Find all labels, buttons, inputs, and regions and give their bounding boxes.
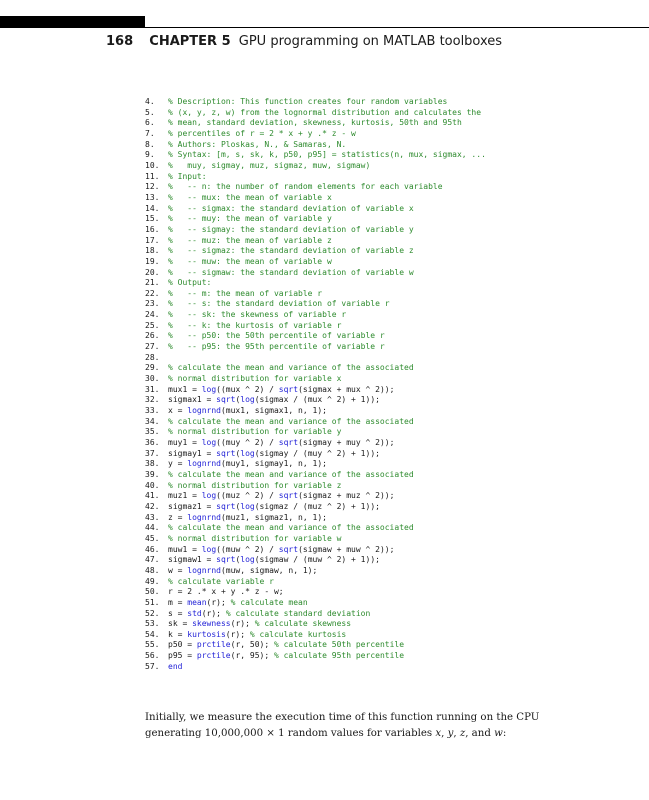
code-text (168, 182, 443, 193)
line-number: 6. (145, 118, 155, 128)
code-text (168, 534, 341, 545)
code-token: (sigmay / (muy ^ 2) + 1)); (254, 448, 380, 458)
code-token: (muz1, sigmaz1, n, 1); (220, 512, 327, 522)
line-number: 47. (145, 555, 160, 565)
line-number: 36. (145, 438, 160, 447)
code-keyword: std (187, 608, 202, 618)
line-number: 44. (145, 523, 160, 533)
code-text (168, 640, 404, 651)
code-text (168, 342, 385, 353)
code-token: muy1 = (168, 438, 202, 447)
code-text (168, 331, 385, 342)
code-line (145, 598, 486, 609)
code-comment: % -- muz: the mean of variable z (168, 235, 332, 245)
code-token: s = (168, 608, 188, 618)
code-comment: % calculate 50th percentile (273, 640, 405, 650)
code-text (168, 587, 284, 598)
code-text (168, 491, 394, 502)
code-text (168, 161, 370, 172)
code-line (145, 555, 486, 566)
paragraph-text: Initially, we measure the execution time of this function running on the CPU generating 10,000,000 × 1 random values for variables (145, 712, 540, 740)
code-text (168, 598, 308, 609)
chapter-label: CHAPTER 5 (149, 34, 231, 49)
code-comment: % -- muy: the mean of variable y (168, 214, 332, 224)
code-listing (145, 97, 486, 672)
code-comment: % -- mux: the mean of variable x (168, 192, 332, 202)
code-text (168, 566, 317, 577)
code-comment: % percentiles of r = 2 * x + y .* z - w (168, 128, 356, 138)
code-line (145, 150, 486, 161)
line-number: 55. (145, 640, 160, 650)
code-keyword: end (168, 661, 183, 671)
code-line (145, 331, 486, 342)
line-number: 48. (145, 565, 160, 575)
code-comment: % Syntax: [m, s, sk, k, p50, p95] = statistics(n, mux, sigmax, ... (168, 150, 486, 160)
code-keyword: mean (187, 597, 207, 607)
code-text (168, 289, 322, 300)
code-keyword: sqrt (278, 491, 299, 501)
code-line (145, 278, 486, 289)
line-number: 16. (145, 224, 160, 234)
code-keyword: log (201, 384, 217, 394)
code-token: (muy1, sigmay1, n, 1); (220, 459, 327, 469)
code-text (168, 321, 341, 332)
code-text (168, 140, 346, 151)
line-number: 20. (145, 267, 160, 277)
code-line (145, 651, 486, 662)
code-keyword: log (240, 501, 255, 511)
code-keyword: lognrnd (187, 459, 221, 469)
code-line (145, 438, 486, 449)
code-token: k = (168, 629, 188, 639)
code-text (168, 395, 380, 406)
code-text (168, 609, 370, 620)
code-token: ((muy ^ 2) / (216, 438, 279, 447)
code-keyword: sqrt (216, 501, 236, 511)
code-comment: % mean, standard deviation, skewness, kurtosis, 50th and 95th (168, 118, 462, 128)
code-token: (r); (206, 597, 231, 607)
code-line (145, 577, 486, 588)
code-text (168, 417, 414, 428)
code-line (145, 385, 486, 396)
code-line (145, 204, 486, 215)
code-token: p50 = (168, 640, 197, 650)
code-keyword: sqrt (216, 555, 236, 565)
code-comment: % calculate the mean and variance of the associated (168, 469, 414, 479)
line-number: 24. (145, 310, 160, 320)
code-text (168, 204, 414, 215)
code-text (168, 385, 394, 396)
code-text (168, 470, 414, 481)
code-line (145, 214, 486, 225)
code-line (145, 172, 486, 183)
separator: , and (465, 728, 495, 740)
code-line (145, 129, 486, 140)
code-line (145, 363, 486, 374)
code-line (145, 619, 486, 630)
line-number: 13. (145, 192, 160, 202)
code-text (168, 172, 207, 183)
code-keyword: log (201, 544, 217, 554)
code-comment: % normal distribution for variable w (168, 533, 342, 543)
line-number: 19. (145, 256, 160, 266)
code-comment: % calculate the mean and variance of the associated (168, 523, 414, 533)
code-comment: % calculate variable r (168, 576, 274, 586)
line-number: 33. (145, 406, 160, 416)
code-line (145, 534, 486, 545)
code-line (145, 640, 486, 651)
code-line (145, 108, 486, 119)
code-line (145, 140, 486, 151)
code-token: ( (235, 555, 241, 565)
code-token: ( (235, 501, 241, 511)
code-comment: % Output: (168, 278, 212, 288)
code-token: (sigmaz / (muz ^ 2) + 1)); (254, 501, 380, 511)
code-text (168, 513, 327, 524)
code-line (145, 268, 486, 279)
separator: , (453, 728, 460, 740)
code-text (168, 150, 486, 161)
code-text (168, 427, 341, 438)
code-comment: % -- s: the standard deviation of variable r (168, 299, 390, 309)
code-comment: % (x, y, z, w) from the lognormal distribution and calculates the (168, 107, 482, 117)
line-number: 37. (145, 448, 160, 458)
line-number: 12. (145, 182, 160, 192)
code-text (168, 97, 447, 108)
code-text (168, 363, 414, 374)
code-token: muw1 = (168, 544, 202, 554)
code-keyword: kurtosis (187, 629, 226, 639)
code-token: (r); (225, 629, 250, 639)
code-text (168, 374, 341, 385)
code-line (145, 257, 486, 268)
code-text (168, 555, 380, 566)
line-number: 11. (145, 171, 160, 181)
code-line (145, 406, 486, 417)
code-line (145, 513, 486, 524)
chapter-title: GPU programming on MATLAB toolboxes (238, 34, 503, 49)
code-line (145, 417, 486, 428)
code-token: sigmax1 = (168, 395, 217, 405)
code-text (168, 523, 414, 534)
code-line (145, 342, 486, 353)
code-token: x = (168, 406, 188, 416)
line-number: 34. (145, 416, 160, 426)
code-text (168, 502, 380, 513)
code-comment: % Description: This function creates four random variables (168, 97, 448, 106)
code-line (145, 481, 486, 492)
line-number: 43. (145, 512, 160, 522)
code-text (168, 129, 356, 140)
code-text (168, 651, 404, 662)
code-line (145, 299, 486, 310)
line-number: 18. (145, 246, 160, 256)
code-line (145, 321, 486, 332)
code-comment: % Authors: Ploskas, N., & Samaras, N. (168, 139, 347, 149)
line-number: 42. (145, 501, 160, 511)
code-line (145, 470, 486, 481)
code-keyword: lognrnd (187, 406, 221, 416)
page-header (106, 34, 502, 49)
line-number: 52. (145, 608, 160, 618)
var-w: w (494, 728, 503, 740)
code-line (145, 161, 486, 172)
line-number: 17. (145, 235, 160, 245)
line-number: 38. (145, 459, 160, 469)
code-text (168, 246, 414, 257)
code-token: (r, 95); (230, 651, 274, 661)
code-token: ((muz ^ 2) / (216, 491, 279, 501)
line-number: 41. (145, 491, 160, 501)
var-z: z (459, 728, 466, 740)
code-text (168, 236, 332, 247)
code-comment: % muy, sigmay, muz, sigmaz, muw, sigmaw) (168, 160, 371, 170)
code-token: sigmay1 = (168, 448, 217, 458)
line-number: 9. (145, 150, 155, 160)
code-keyword: log (201, 438, 217, 447)
line-number: 26. (145, 331, 160, 341)
paragraph-end: : (502, 728, 507, 740)
code-keyword: prctile (196, 640, 231, 650)
code-token: (r, 50); (230, 640, 274, 650)
code-comment: % -- sigmay: the standard deviation of variable y (168, 224, 414, 234)
code-token: m = (168, 597, 188, 607)
code-line (145, 353, 486, 364)
code-keyword: sqrt (216, 395, 236, 405)
code-comment: % calculate standard deviation (225, 608, 371, 618)
code-line (145, 193, 486, 204)
line-number: 7. (145, 128, 155, 138)
line-number: 21. (145, 278, 160, 288)
line-number: 15. (145, 214, 160, 224)
line-number: 27. (145, 342, 160, 352)
code-token: r = 2 .* x + y .* z - w; (168, 587, 284, 597)
code-text (168, 630, 346, 641)
code-token: (sigmay + muy ^ 2)); (298, 438, 395, 447)
header-rule-line (145, 27, 649, 28)
code-line (145, 97, 486, 108)
code-token: (muw, sigmaw, n, 1); (220, 565, 318, 575)
code-keyword: sqrt (278, 544, 299, 554)
code-line (145, 118, 486, 129)
code-token: (sigmax + mux ^ 2)); (298, 384, 395, 394)
code-keyword: log (240, 448, 255, 458)
code-comment: % calculate skewness (254, 619, 352, 629)
code-comment: % -- sigmax: the standard deviation of variable x (168, 203, 414, 213)
line-number: 51. (145, 597, 160, 607)
code-token: p95 = (168, 651, 197, 661)
code-keyword: sqrt (278, 384, 299, 394)
code-token: (mux1, sigmax1, n, 1); (220, 406, 327, 416)
code-comment: % -- k: the kurtosis of variable r (168, 320, 342, 330)
code-comment: % calculate the mean and variance of the associated (168, 363, 414, 373)
line-number: 53. (145, 619, 160, 629)
code-token: sigmaz1 = (168, 501, 217, 511)
code-keyword: sqrt (278, 438, 299, 447)
var-y: y (447, 728, 454, 740)
code-comment: % calculate 95th percentile (273, 651, 405, 661)
line-number: 29. (145, 363, 160, 373)
code-token: (sigmaw + muw ^ 2)); (298, 544, 395, 554)
code-comment: % normal distribution for variable y (168, 427, 342, 437)
code-comment: % calculate the mean and variance of the associated (168, 416, 414, 426)
line-number: 35. (145, 427, 160, 437)
code-keyword: log (240, 395, 255, 405)
code-text (168, 257, 332, 268)
code-line (145, 662, 486, 673)
code-keyword: lognrnd (187, 512, 221, 522)
line-number: 5. (145, 107, 155, 117)
line-number: 22. (145, 288, 160, 298)
code-line (145, 427, 486, 438)
code-text (168, 214, 332, 225)
code-line (145, 459, 486, 470)
code-text (168, 438, 394, 449)
code-token: (r); (201, 608, 226, 618)
code-line (145, 523, 486, 534)
body-paragraph (145, 710, 555, 742)
line-number: 49. (145, 576, 160, 586)
code-line (145, 236, 486, 247)
code-line (145, 246, 486, 257)
line-number: 30. (145, 374, 160, 384)
line-number: 40. (145, 480, 160, 490)
line-number: 57. (145, 661, 160, 671)
code-line (145, 587, 486, 598)
line-number: 10. (145, 160, 160, 170)
code-comment: % calculate mean (230, 597, 308, 607)
code-token: (sigmaz + muz ^ 2)); (298, 491, 395, 501)
code-line (145, 395, 486, 406)
code-token: w = (168, 565, 188, 575)
line-number: 32. (145, 395, 160, 405)
code-token: (sigmax / (mux ^ 2) + 1)); (254, 395, 380, 405)
code-line (145, 310, 486, 321)
code-token: (sigmaw / (muw ^ 2) + 1)); (254, 555, 380, 565)
code-text (168, 577, 274, 588)
code-token: ((muw ^ 2) / (216, 544, 279, 554)
line-number: 28. (145, 352, 160, 362)
code-comment: % -- p95: the 95th percentile of variable r (168, 342, 385, 352)
code-line (145, 449, 486, 460)
line-number: 25. (145, 320, 160, 330)
code-text (168, 278, 211, 289)
var-x: x (435, 728, 442, 740)
code-line (145, 545, 486, 556)
code-comment: % -- sk: the skewness of variable r (168, 310, 347, 320)
separator: , (441, 728, 448, 740)
line-number: 45. (145, 533, 160, 543)
code-text (168, 406, 327, 417)
code-keyword: log (201, 491, 217, 501)
line-number: 8. (145, 139, 155, 149)
code-text (168, 662, 182, 673)
code-text (168, 118, 462, 129)
line-number: 46. (145, 544, 160, 554)
line-number: 14. (145, 203, 160, 213)
code-comment: % -- m: the mean of variable r (168, 288, 323, 298)
code-line (145, 491, 486, 502)
code-token: ((mux ^ 2) / (216, 384, 279, 394)
code-comment: % calculate kurtosis (249, 629, 347, 639)
page-number: 168 (106, 34, 134, 49)
code-line (145, 374, 486, 385)
code-token: muz1 = (168, 491, 202, 501)
code-text (168, 108, 481, 119)
code-line (145, 225, 486, 236)
code-token: mux1 = (168, 384, 202, 394)
code-comment: % normal distribution for variable z (168, 480, 342, 490)
code-keyword: sqrt (216, 448, 236, 458)
code-text (168, 459, 327, 470)
code-line (145, 502, 486, 513)
code-comment: % Input: (168, 171, 207, 181)
code-token: sigmaw1 = (168, 555, 217, 565)
code-text (168, 268, 414, 279)
code-comment: % -- sigmaw: the standard deviation of variable w (168, 267, 414, 277)
code-comment: % -- p50: the 50th percentile of variable r (168, 331, 385, 341)
code-keyword: log (240, 555, 255, 565)
code-text (168, 619, 351, 630)
code-line (145, 630, 486, 641)
code-token: y = (168, 459, 188, 469)
code-text (168, 299, 390, 310)
code-text (168, 225, 414, 236)
code-text (168, 481, 341, 492)
code-comment: % -- n: the number of random elements for each variable (168, 182, 443, 192)
code-comment: % -- muw: the mean of variable w (168, 256, 332, 266)
code-token: ( (235, 395, 241, 405)
code-line (145, 609, 486, 620)
code-comment: % normal distribution for variable x (168, 374, 342, 384)
code-text (168, 310, 346, 321)
code-keyword: lognrnd (187, 565, 221, 575)
line-number: 23. (145, 299, 160, 309)
code-comment: % -- sigmaz: the standard deviation of variable z (168, 246, 414, 256)
line-number: 39. (145, 469, 160, 479)
header-rule-block (0, 16, 145, 28)
line-number: 56. (145, 651, 160, 661)
code-text (168, 545, 394, 556)
code-line (145, 566, 486, 577)
code-line (145, 289, 486, 300)
code-token: sk = (168, 619, 193, 629)
code-token: (r); (230, 619, 255, 629)
code-text (168, 193, 332, 204)
code-text (168, 449, 380, 460)
code-keyword: skewness (192, 619, 231, 629)
line-number: 50. (145, 587, 160, 597)
line-number: 54. (145, 629, 160, 639)
line-number: 31. (145, 384, 160, 394)
code-keyword: prctile (196, 651, 231, 661)
code-token: ( (235, 448, 241, 458)
line-number: 4. (145, 97, 155, 106)
code-token: z = (168, 512, 188, 522)
code-line (145, 182, 486, 193)
